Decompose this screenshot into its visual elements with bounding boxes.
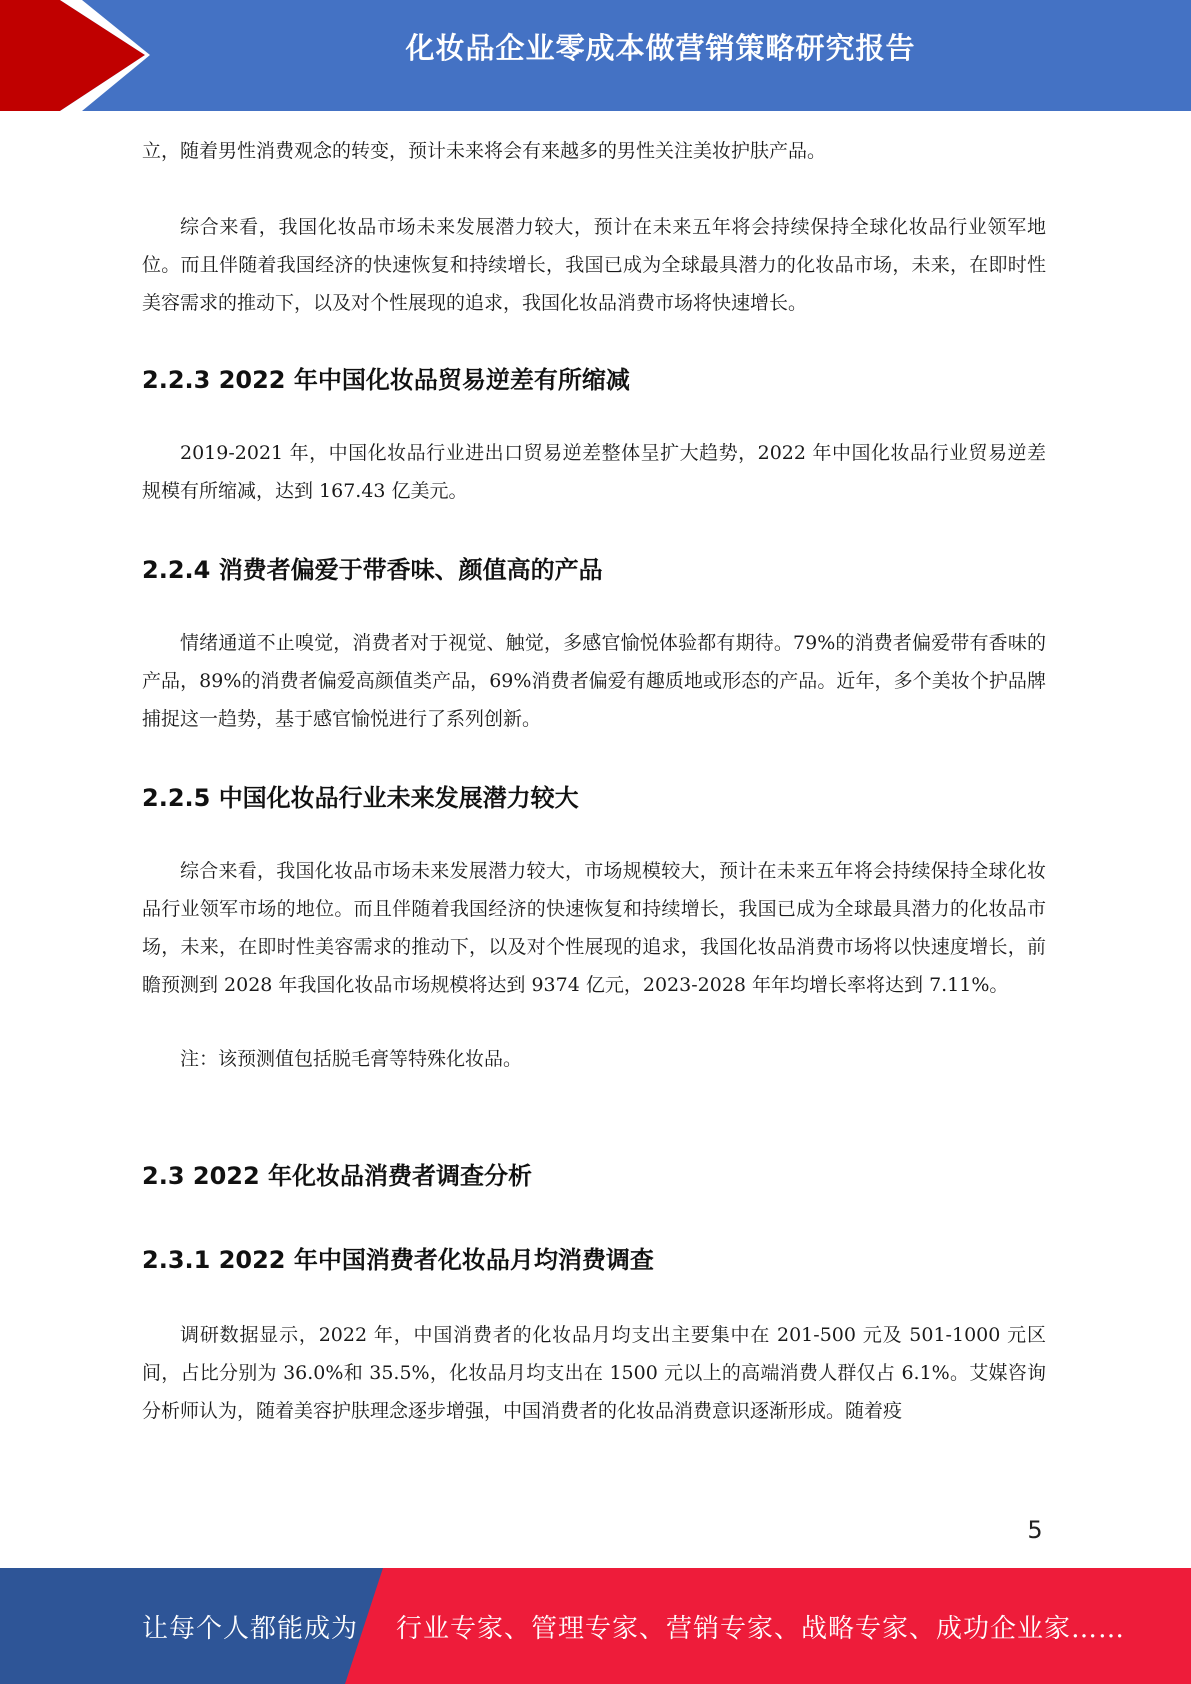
section-heading-2-3: 2.3 2022 年化妆品消费者调查分析: [142, 1162, 533, 1190]
paragraph: 2019-2021 年，中国化妆品行业进出口贸易逆差整体呈扩大趋势，2022 年中国化妆品行业贸易逆差规模有所缩减，达到 167.43 亿美元。: [142, 442, 1046, 502]
page-header: [0, 0, 1191, 111]
section-heading-2-2-3: 2.2.3 2022 年中国化妆品贸易逆差有所缩减: [142, 366, 630, 394]
paragraph: 情绪通道不止嗅觉，消费者对于视觉、触觉，多感官愉悦体验都有期待。79%的消费者偏爱带有香味的产品，89%的消费者偏爱高颜值类产品，69%消费者偏爱有趣质地或形态的产品。近年，多个美妆个护品牌捕捉这一趋势，基于感官愉悦进行了系列创新。: [142, 632, 1046, 730]
page-number: 5: [1027, 1516, 1043, 1544]
paragraph: 调研数据显示，2022 年，中国消费者的化妆品月均支出主要集中在 201-500 元及 501-1000 元区间，占比分别为 36.0%和 35.5%，化妆品月均支出在 1500 元以上的高端消费人群仅占 6.1%。艾媒咨询分析师认为，随着美容护肤理念逐步增强，中国消费者的化妆品消费意识逐渐形成。随着疫: [142, 1324, 1046, 1422]
paragraph: 立，随着男性消费观念的转变，预计未来将会有来越多的男性关注美妆护肤产品。: [142, 140, 827, 162]
section-heading-2-2-5: 2.2.5 中国化妆品行业未来发展潜力较大: [142, 784, 579, 812]
page-content: [142, 132, 1046, 1430]
paragraph: 综合来看，我国化妆品市场未来发展潜力较大，市场规模较大，预计在未来五年将会持续保持全球化妆品行业领军市场的地位。而且伴随着我国经济的快速恢复和持续增长，我国已成为全球最具潜力的化妆品市场，未来，在即时性美容需求的推动下，以及对个性展现的追求，我国化妆品消费市场将以快速度增长，前瞻预测到 2028 年我国化妆品市场规模将达到 9374 亿元，2023-2028 年年均增长率将达到 7.11%。: [142, 860, 1046, 996]
footer-slogan-right: 行业专家、管理专家、营销专家、战略专家、成功企业家……: [396, 1614, 1126, 1644]
paragraph: 综合来看，我国化妆品市场未来发展潜力较大，预计在未来五年将会持续保持全球化妆品行业领军地位。而且伴随着我国经济的快速恢复和持续增长，我国已成为全球最具潜力的化妆品市场，未来，在即时性美容需求的推动下，以及对个性展现的追求，我国化妆品消费市场将快速增长。: [142, 216, 1046, 314]
section-heading-2-2-4: 2.2.4 消费者偏爱于带香味、颜值高的产品: [142, 556, 603, 584]
report-title: 化妆品企业零成本做营销策略研究报告: [405, 31, 916, 65]
page-footer: [0, 1568, 1191, 1684]
section-heading-2-3-1: 2.3.1 2022 年中国消费者化妆品月均消费调查: [142, 1246, 654, 1274]
note-paragraph: 注：该预测值包括脱毛膏等特殊化妆品。: [180, 1048, 523, 1070]
footer-slogan-left: 让每个人都能成为: [142, 1614, 359, 1644]
